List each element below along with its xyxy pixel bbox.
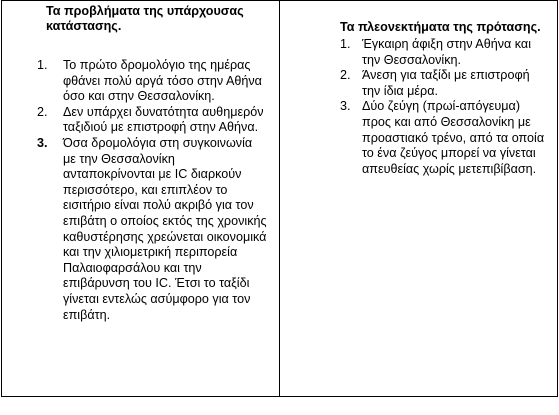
problems-heading: Τα προβλήματα της υπάρχουσας κατάστασης. xyxy=(46,4,244,33)
list-item xyxy=(280,68,557,99)
advantages-heading: Τα πλεονεκτήματα της πρότασης. xyxy=(340,20,541,34)
list-item xyxy=(2,58,279,105)
problems-cell-content xyxy=(2,4,279,399)
list-item-number: 3. xyxy=(37,135,48,150)
list-item-text: Όσα δρομολόγια στη συγκοινωνία με την Θεσσαλονίκη ανταποκρίνονται με IC διαρκούν περισσότερο, και επιπλέον το εισιτήριο είναι πολύ ακριβό για τον επιβάτη ο οποίος εκτός της χρονικής καθυστέρησης χρεώνεται οικονομικά και την χιλιομετρική περιπορεία Παλαιοφαρσάλου και την επιβάρυνση του IC. Έτσι το ταξίδι γίνεται εντελώς ασύμφορο για τον επιβάτη. xyxy=(63,135,267,322)
list-item-text: Δύο ζεύγη (πρωί-απόγευμα) προς και από Θεσσαλονίκη με προαστιακό τρένο, από τα οποία το ένα ζεύγος μπορεί να γίνεται απευθείας χωρίς μετεπιβίβαση. xyxy=(362,99,545,176)
list-item-text: Δεν υπάρχει δυνατότητα αυθημερόν ταξιδιού με επιστροφή στην Αθήνα. xyxy=(63,104,264,135)
list-item-number: 1. xyxy=(340,37,351,51)
comparison-table xyxy=(1,0,558,397)
problems-cell xyxy=(2,1,280,397)
list-item xyxy=(2,105,279,136)
table-row xyxy=(2,1,558,397)
list-item-text: Έγκαιρη άφιξη στην Αθήνα και την Θεσσαλονίκη. xyxy=(362,37,532,67)
list-item-number: 2. xyxy=(37,104,48,119)
list-item xyxy=(280,37,557,68)
list-item-text: Άνεση για ταξίδι με επιστροφή την ίδια μέρα. xyxy=(362,68,530,98)
list-item-number: 2. xyxy=(340,68,351,83)
list-item-number: 3. xyxy=(340,99,351,114)
advantages-cell xyxy=(280,1,558,397)
advantages-cell-content xyxy=(280,20,557,415)
list-item-text: Το πρώτο δρομολόγιο της ημέρας φθάνει πολύ αργά τόσο στην Αθήνα όσο και στην Θεσσαλονίκη. xyxy=(63,58,262,104)
list-item xyxy=(2,136,279,323)
advantages-list xyxy=(280,37,557,177)
problems-list xyxy=(2,58,279,323)
list-item xyxy=(280,99,557,177)
list-item-number: 1. xyxy=(37,58,48,72)
